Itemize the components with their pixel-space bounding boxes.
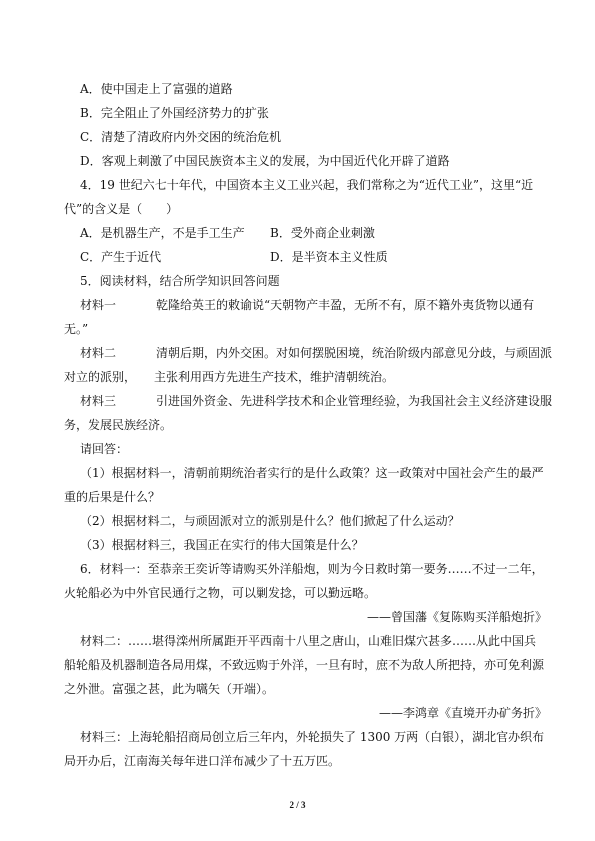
- q4-option-c: C．产生于近代: [80, 250, 162, 264]
- q4-option-a: A．是机器生产，不是手工生产: [80, 226, 245, 240]
- q4-stem-line2: 代”的含义是（ ）: [64, 202, 179, 216]
- q5-material-2-cont: [64, 370, 394, 384]
- q5-material-3: [80, 394, 552, 408]
- material-text: 主张利用西方先进生产技术，维护清朝统治。: [154, 370, 395, 384]
- q5-material-2: [80, 346, 552, 360]
- option-d: D．客观上刺激了中国民族资本主义的发展，为中国近代化开辟了道路: [80, 154, 450, 168]
- option-a: A．使中国走上了富强的道路: [80, 82, 233, 96]
- material-text: 乾隆给英王的敕谕说“天朝物产丰盈，无所不有，原不籍外夷货物以通有: [156, 298, 535, 312]
- option-c: C．清楚了清政府内外交困的统治危机: [80, 130, 282, 144]
- q6-material-2-cont: 船轮船及机器制造各局用煤，不致远购于外洋，一旦有时，庶不为敌人所把持，亦可免利源: [64, 658, 545, 672]
- q5-material-1: [80, 298, 534, 312]
- q6-material-2-cont2: 之外泄。富强之甚，此为嚆矢（开端）。: [64, 682, 275, 696]
- q6-material-3-cont: 局开办后，江南海关每年进口洋布减少了十五万匹。: [64, 754, 341, 768]
- q6-source-2: ——李鸿章《直境开办矿务折》: [378, 706, 547, 720]
- q5-material-3-cont: 务，发展民族经济。: [64, 418, 173, 432]
- material-label: 材料一: [80, 298, 117, 312]
- option-b: B．完全阻止了外国经济势力的扩张: [80, 106, 269, 120]
- q6-material-1: 6．材料一：至恭亲王奕䜣等请购买外洋船炮，则为今日救时第一要务……不过一二年，: [80, 562, 544, 576]
- material-label: 材料二: [80, 346, 117, 360]
- q6-material-2: 材料二：……堪得滦州所属距开平西南十八里之唐山，山难旧煤穴甚多……从此中国兵: [80, 634, 537, 648]
- material-text: 清朝后期，内外交困。对如何摆脱困境，统治阶级内部意见分歧，与顽固派: [156, 346, 553, 360]
- q5-sub1-cont: 重的后果是什么？: [64, 490, 161, 504]
- q5-sub1: （1）根据材料一，清朝前期统治者实行的是什么政策？这一政策对中国社会产生的最严: [80, 466, 544, 480]
- q4-option-d: D．是半资本主义性质: [270, 250, 388, 264]
- q6-material-1-cont: 火轮船必为中外官民通行之物，可以剿发捻，可以勤远略。: [64, 586, 377, 600]
- q5-ask: 请回答：: [80, 442, 129, 456]
- q5-sub3: （3）根据材料三，我国正在实行的伟大国策是什么？: [80, 538, 364, 552]
- q5-material-1-cont: 无。”: [64, 322, 89, 336]
- page-number: 2 / 3: [289, 800, 306, 810]
- material-text: 引进国外资金、先进科学技术和企业管理经验，为我国社会主义经济建设服: [156, 394, 553, 408]
- material-label: 材料三: [80, 394, 117, 408]
- material-text: 对立的派别，: [64, 370, 137, 384]
- q5-stem: 5．阅读材料，结合所学知识回答问题: [80, 274, 280, 288]
- q4-option-b: B．受外商企业刺激: [270, 226, 375, 240]
- q5-sub2: （2）根据材料二，与顽固派对立的派别是什么？他们掀起了什么运动？: [80, 514, 460, 528]
- q4-stem-line1: 4．19 世纪六七十年代，中国资本主义工业兴起，我们常称之为“近代工业”，这里“近: [80, 178, 534, 192]
- q6-material-3: 材料三：上海轮船招商局创立后三年内，外轮损失了 1300 万两（白银），湖北官办织布: [80, 730, 545, 744]
- q6-source-1: ——曾国藩《复陈购买洋船炮折》: [366, 610, 547, 624]
